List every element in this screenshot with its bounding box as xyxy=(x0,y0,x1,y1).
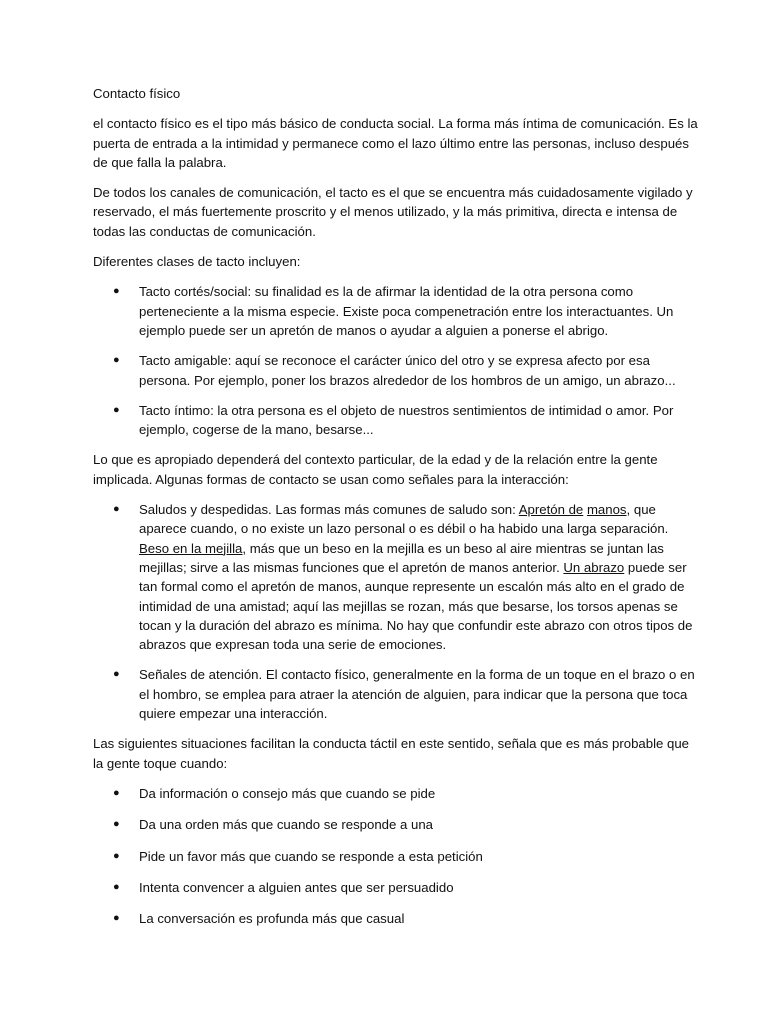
bullet-icon: ● xyxy=(113,668,120,681)
list-item xyxy=(93,815,698,834)
list-item xyxy=(93,909,698,928)
list-item xyxy=(93,500,698,654)
list-item-text: Tacto íntimo: la otra persona es el objeto de nuestros sentimientos de intimidad o amor. Por ejemplo, cogerse de la mano, besarse... xyxy=(139,402,674,438)
list-item xyxy=(93,282,698,340)
list-item-text xyxy=(139,502,692,652)
link-un-abrazo[interactable]: Un abrazo xyxy=(563,559,625,575)
paragraph-channels: De todos los canales de comunicación, el tacto es el que se encuentra más cuidadosamente vigilado y reservado, el más fuertemente proscrito y el menos utilizado, y la más primitiva, directa e intensa de todas las conductas de comunicación. xyxy=(93,185,693,239)
text-run: Saludos y despedidas. Las formas más comunes de saludo son: xyxy=(139,502,519,518)
paragraph-touch-types-intro: Diferentes clases de tacto incluyen: xyxy=(93,254,301,270)
text-run: , que aparece cuando, o no existe un lazo personal o es débil o ha habido una larga separación. xyxy=(139,502,669,537)
list-item-text: Tacto cortés/social: su finalidad es la de afirmar la identidad de la otra persona como perteneciente a la misma especie. Existe poca compenetración entre los interactuantes. Un ejemplo puede ser un apretón de manos o ayudar a alguien a ponerse el abrigo. xyxy=(139,284,674,338)
text-run: puede ser tan formal como el apretón de manos, aunque represente un escalón más alto en el grado de intimidad de una amistad; aquí las mejillas se rozan, más que besarse, los torsos apenas se tocan y la duración del abrazo es mínima. No hay que confundir este abrazo con otros tipos de abrazos que expresan toda una serie de emociones. xyxy=(139,559,693,653)
bullet-icon: ● xyxy=(113,849,120,862)
link-apreton[interactable]: Apretón de xyxy=(518,502,584,518)
document-title: Contacto físico xyxy=(93,86,181,101)
interaction-signals-list xyxy=(93,500,698,723)
list-item-text: Da una orden más que cuando se responde a una xyxy=(139,817,434,833)
paragraph-context: Lo que es apropiado dependerá del contexto particular, de la edad y de la relación entre la gente implicada. Algunas formas de contacto se usan como señales para la interacción: xyxy=(93,452,658,487)
bullet-icon: ● xyxy=(113,786,120,799)
list-item xyxy=(93,401,698,440)
list-item-text: Tacto amigable: aquí se reconoce el carácter único del otro y se expresa afecto por esa persona. Por ejemplo, poner los brazos alrededor de los hombros de un amigo, un abrazo... xyxy=(139,353,676,388)
bullet-icon: ● xyxy=(113,285,120,298)
link-beso-mejilla[interactable]: Beso en la mejilla, xyxy=(139,540,247,556)
situations-list xyxy=(93,784,698,928)
link-manos[interactable]: manos xyxy=(586,502,627,518)
list-item xyxy=(93,665,698,723)
bullet-icon: ● xyxy=(113,354,120,367)
list-item-text: Señales de atención. El contacto físico, generalmente en la forma de un toque en el brazo o en el hombro, se emplea para atraer la atención de alguien, para indicar que la persona que toca quiere empezar una interacción. xyxy=(139,667,695,722)
bullet-icon: ● xyxy=(113,503,120,516)
list-item xyxy=(93,878,698,897)
text-run: más que un beso en la mejilla es un beso al aire mientras se juntan las mejillas; sirve a las mismas funciones que el apretón de manos anterior. xyxy=(139,540,664,575)
list-item-text: Pide un favor más que cuando se responde a esta petición xyxy=(139,848,483,864)
list-item xyxy=(93,784,698,803)
list-item xyxy=(93,351,698,390)
bullet-icon: ● xyxy=(113,818,120,831)
list-item-text: Da información o consejo más que cuando se pide xyxy=(139,785,436,801)
touch-types-list xyxy=(93,282,698,439)
bullet-icon: ● xyxy=(113,880,120,893)
list-item xyxy=(93,847,698,866)
list-item-text: La conversación es profunda más que casual xyxy=(139,911,405,927)
list-item-text: Intenta convencer a alguien antes que ser persuadido xyxy=(139,879,454,895)
bullet-icon: ● xyxy=(113,912,120,925)
bullet-icon: ● xyxy=(113,403,120,416)
paragraph-situations: Las siguientes situaciones facilitan la conducta táctil en este sentido, señala que es más probable que la gente toque cuando: xyxy=(93,736,690,771)
paragraph-intro: el contacto físico es el tipo más básico de conducta social. La forma más íntima de comunicación. Es la puerta de entrada a la intimidad y permanece como el lazo último entre las personas, incluso después de que falla la palabra. xyxy=(93,116,698,170)
